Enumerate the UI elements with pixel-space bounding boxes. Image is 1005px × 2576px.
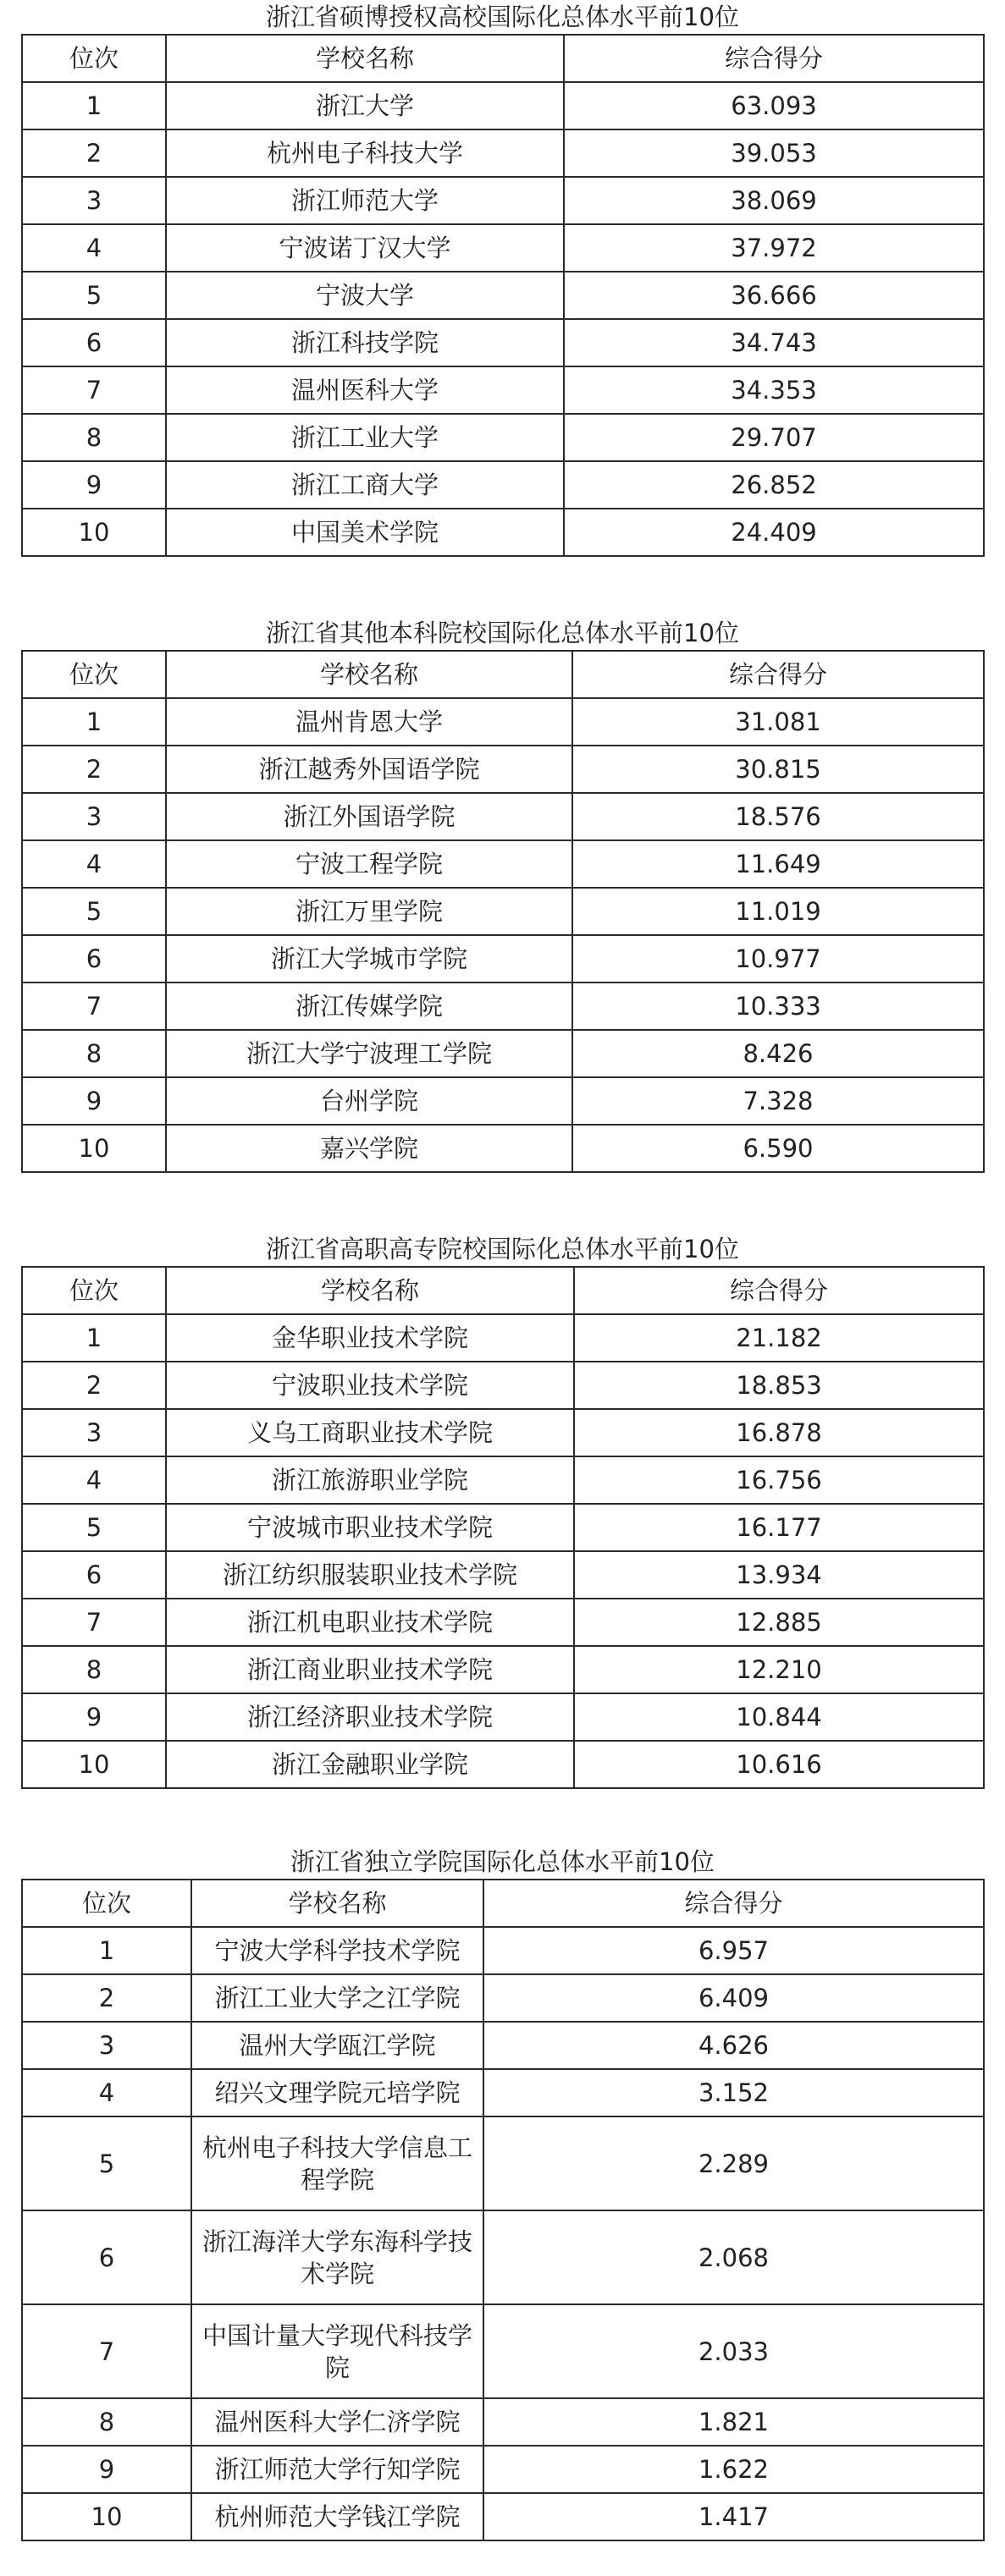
table-row: [22, 272, 984, 319]
school-name-cell: 宁波大学科学技术学院: [191, 1927, 483, 1974]
rank-cell: 5: [22, 1504, 166, 1551]
rank-cell: 8: [22, 1646, 166, 1693]
school-name-cell: 温州医科大学仁济学院: [191, 2398, 483, 2446]
school-name-cell: 中国计量大学现代科技学院: [191, 2304, 483, 2398]
rank-cell: 1: [22, 82, 166, 129]
rank-cell: 8: [22, 2398, 191, 2446]
rank-cell: 1: [22, 1927, 191, 1974]
table-row: [22, 224, 984, 272]
score-cell: 26.852: [564, 461, 984, 509]
table-row: [22, 129, 984, 177]
table-row: [22, 2493, 984, 2540]
rank-cell: 7: [22, 1599, 166, 1646]
score-cell: 6.957: [483, 1927, 984, 1974]
rank-cell: 3: [22, 793, 166, 840]
school-name-cell: 杭州师范大学钱江学院: [191, 2493, 483, 2540]
table-row: [22, 2022, 984, 2069]
rank-cell: 7: [22, 366, 166, 414]
school-name-cell: 温州医科大学: [166, 366, 564, 414]
school-name-cell: 浙江万里学院: [166, 888, 572, 935]
rank-cell: 10: [22, 1741, 166, 1788]
table-row: [22, 746, 984, 793]
rank-cell: 6: [22, 2210, 191, 2304]
table-row: [22, 1314, 984, 1362]
table-row: [22, 2398, 984, 2446]
table-row: [22, 2069, 984, 2116]
score-cell: 10.616: [574, 1741, 984, 1788]
school-name-cell: 宁波城市职业技术学院: [166, 1504, 574, 1551]
school-name-cell: 浙江外国语学院: [166, 793, 572, 840]
table-header-row: [22, 651, 984, 698]
table-header-row: [22, 35, 984, 82]
table-row: [22, 1551, 984, 1599]
score-cell: 31.081: [572, 698, 984, 746]
table-row: [22, 509, 984, 556]
table-row: [22, 1693, 984, 1741]
school-name-cell: 绍兴文理学院元培学院: [191, 2069, 483, 2116]
rank-cell: 2: [22, 1362, 166, 1409]
rank-cell: 10: [22, 2493, 191, 2540]
school-name-cell: 温州大学瓯江学院: [191, 2022, 483, 2069]
rank-cell: 9: [22, 1693, 166, 1741]
table-1: [21, 34, 985, 557]
rank-cell: 5: [22, 272, 166, 319]
score-cell: 29.707: [564, 414, 984, 461]
score-cell: 21.182: [574, 1314, 984, 1362]
school-name-cell: 杭州电子科技大学信息工程学院: [191, 2116, 483, 2210]
score-cell: 10.977: [572, 935, 984, 983]
table-row: [22, 793, 984, 840]
score-cell: 3.152: [483, 2069, 984, 2116]
table-row: [22, 366, 984, 414]
header-rank: 位次: [22, 35, 166, 82]
table-row: [22, 177, 984, 224]
school-name-cell: 浙江金融职业学院: [166, 1741, 574, 1788]
school-name-cell: 浙江工业大学之江学院: [191, 1974, 483, 2022]
header-rank: 位次: [22, 1267, 166, 1314]
score-cell: 36.666: [564, 272, 984, 319]
score-cell: 63.093: [564, 82, 984, 129]
rank-cell: 8: [22, 1030, 166, 1077]
table-row: [22, 1741, 984, 1788]
table-row: [22, 319, 984, 366]
school-name-cell: 浙江旅游职业学院: [166, 1456, 574, 1504]
rank-cell: 10: [22, 509, 166, 556]
rank-cell: 3: [22, 177, 166, 224]
score-cell: 18.853: [574, 1362, 984, 1409]
table-header-row: [22, 1267, 984, 1314]
header-school-name: 学校名称: [166, 1267, 574, 1314]
header-rank: 位次: [22, 651, 166, 698]
table-row: [22, 2304, 984, 2398]
school-name-cell: 浙江科技学院: [166, 319, 564, 366]
score-cell: 2.068: [483, 2210, 984, 2304]
school-name-cell: 宁波大学: [166, 272, 564, 319]
school-name-cell: 义乌工商职业技术学院: [166, 1409, 574, 1456]
header-school-name: 学校名称: [166, 651, 572, 698]
table-3-title: 浙江省高职高专院校国际化总体水平前10位: [266, 1235, 739, 1263]
score-cell: 1.821: [483, 2398, 984, 2446]
score-cell: 11.649: [572, 840, 984, 888]
rank-cell: 10: [22, 1125, 166, 1172]
school-name-cell: 浙江传媒学院: [166, 983, 572, 1030]
score-cell: 12.210: [574, 1646, 984, 1693]
school-name-cell: 宁波诺丁汉大学: [166, 224, 564, 272]
school-name-cell: 中国美术学院: [166, 509, 564, 556]
score-cell: 16.756: [574, 1456, 984, 1504]
rank-cell: 7: [22, 983, 166, 1030]
table-row: [22, 840, 984, 888]
score-cell: 13.934: [574, 1551, 984, 1599]
header-score: 综合得分: [572, 651, 984, 698]
school-name-cell: 浙江工业大学: [166, 414, 564, 461]
table-1-title: 浙江省硕博授权高校国际化总体水平前10位: [266, 3, 739, 31]
rank-cell: 2: [22, 746, 166, 793]
table-row: [22, 983, 984, 1030]
rank-cell: 1: [22, 1314, 166, 1362]
school-name-cell: 浙江海洋大学东海科学技术学院: [191, 2210, 483, 2304]
score-cell: 34.353: [564, 366, 984, 414]
school-name-cell: 浙江大学城市学院: [166, 935, 572, 983]
score-cell: 6.590: [572, 1125, 984, 1172]
rank-cell: 7: [22, 2304, 191, 2398]
table-row: [22, 1599, 984, 1646]
table-2: [21, 650, 985, 1173]
header-score: 综合得分: [564, 35, 984, 82]
score-cell: 39.053: [564, 129, 984, 177]
school-name-cell: 浙江大学宁波理工学院: [166, 1030, 572, 1077]
rank-cell: 8: [22, 414, 166, 461]
rank-cell: 4: [22, 2069, 191, 2116]
table-2-title: 浙江省其他本科院校国际化总体水平前10位: [266, 619, 739, 647]
score-cell: 38.069: [564, 177, 984, 224]
score-cell: 16.177: [574, 1504, 984, 1551]
score-cell: 34.743: [564, 319, 984, 366]
score-cell: 30.815: [572, 746, 984, 793]
header-score: 综合得分: [483, 1880, 984, 1927]
score-cell: 37.972: [564, 224, 984, 272]
header-rank: 位次: [22, 1880, 191, 1927]
score-cell: 8.426: [572, 1030, 984, 1077]
school-name-cell: 浙江工商大学: [166, 461, 564, 509]
rank-cell: 3: [22, 1409, 166, 1456]
school-name-cell: 金华职业技术学院: [166, 1314, 574, 1362]
school-name-cell: 浙江商业职业技术学院: [166, 1646, 574, 1693]
school-name-cell: 杭州电子科技大学: [166, 129, 564, 177]
table-header-row: [22, 1880, 984, 1927]
score-cell: 10.333: [572, 983, 984, 1030]
rank-cell: 6: [22, 1551, 166, 1599]
table-3: [21, 1266, 985, 1789]
school-name-cell: 浙江经济职业技术学院: [166, 1693, 574, 1741]
table-row: [22, 461, 984, 509]
rank-cell: 6: [22, 319, 166, 366]
school-name-cell: 宁波工程学院: [166, 840, 572, 888]
table-row: [22, 1927, 984, 1974]
table-row: [22, 698, 984, 746]
table-4: [21, 1879, 985, 2541]
school-name-cell: 温州肯恩大学: [166, 698, 572, 746]
score-cell: 16.878: [574, 1409, 984, 1456]
header-school-name: 学校名称: [166, 35, 564, 82]
table-row: [22, 2116, 984, 2210]
header-score: 综合得分: [574, 1267, 984, 1314]
table-row: [22, 1125, 984, 1172]
table-row: [22, 1362, 984, 1409]
school-name-cell: 浙江机电职业技术学院: [166, 1599, 574, 1646]
score-cell: 24.409: [564, 509, 984, 556]
school-name-cell: 宁波职业技术学院: [166, 1362, 574, 1409]
score-cell: 2.033: [483, 2304, 984, 2398]
rank-cell: 4: [22, 1456, 166, 1504]
school-name-cell: 嘉兴学院: [166, 1125, 572, 1172]
school-name-cell: 浙江师范大学: [166, 177, 564, 224]
school-name-cell: 浙江纺织服装职业技术学院: [166, 1551, 574, 1599]
rank-cell: 4: [22, 840, 166, 888]
school-name-cell: 浙江大学: [166, 82, 564, 129]
rank-cell: 9: [22, 461, 166, 509]
score-cell: 12.885: [574, 1599, 984, 1646]
score-cell: 11.019: [572, 888, 984, 935]
school-name-cell: 浙江越秀外国语学院: [166, 746, 572, 793]
score-cell: 7.328: [572, 1077, 984, 1125]
rank-cell: 9: [22, 1077, 166, 1125]
rank-cell: 6: [22, 935, 166, 983]
score-cell: 18.576: [572, 793, 984, 840]
school-name-cell: 浙江师范大学行知学院: [191, 2446, 483, 2493]
table-row: [22, 1077, 984, 1125]
table-row: [22, 888, 984, 935]
rank-cell: 5: [22, 2116, 191, 2210]
rank-cell: 2: [22, 1974, 191, 2022]
table-row: [22, 82, 984, 129]
table-row: [22, 2446, 984, 2493]
table-row: [22, 1646, 984, 1693]
table-row: [22, 2210, 984, 2304]
score-cell: 4.626: [483, 2022, 984, 2069]
table-4-title: 浙江省独立学院国际化总体水平前10位: [290, 1847, 715, 1876]
rank-cell: 9: [22, 2446, 191, 2493]
rank-cell: 4: [22, 224, 166, 272]
score-cell: 6.409: [483, 1974, 984, 2022]
score-cell: 2.289: [483, 2116, 984, 2210]
table-row: [22, 1456, 984, 1504]
score-cell: 1.417: [483, 2493, 984, 2540]
rank-cell: 2: [22, 129, 166, 177]
table-row: [22, 935, 984, 983]
table-row: [22, 1504, 984, 1551]
rank-cell: 3: [22, 2022, 191, 2069]
score-cell: 1.622: [483, 2446, 984, 2493]
table-row: [22, 1974, 984, 2022]
score-cell: 10.844: [574, 1693, 984, 1741]
table-row: [22, 414, 984, 461]
table-row: [22, 1030, 984, 1077]
table-row: [22, 1409, 984, 1456]
rank-cell: 5: [22, 888, 166, 935]
header-school-name: 学校名称: [191, 1880, 483, 1927]
school-name-cell: 台州学院: [166, 1077, 572, 1125]
rank-cell: 1: [22, 698, 166, 746]
